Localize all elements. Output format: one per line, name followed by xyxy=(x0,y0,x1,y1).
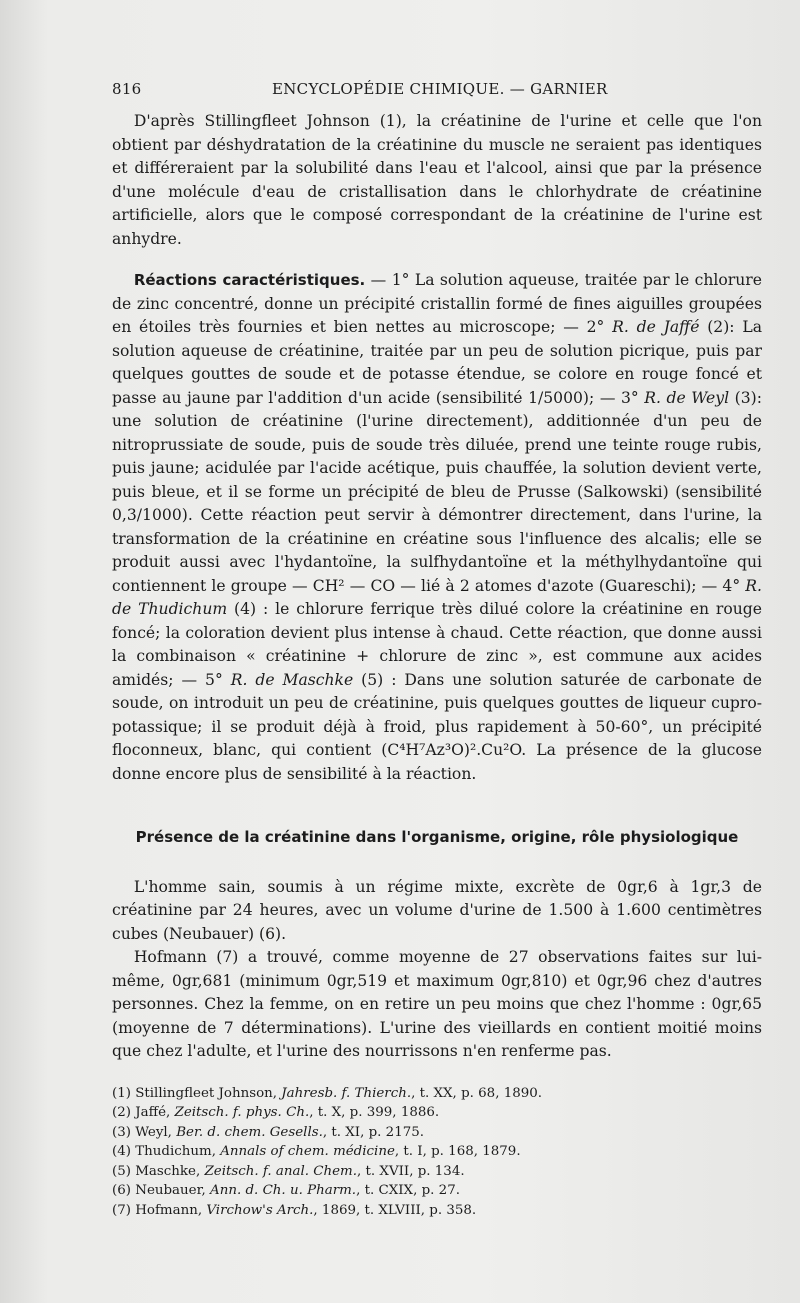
paragraph-reactions: Réactions caractéristiques. — 1° La solution aqueuse, traitée par le chlorure de zinc concentré, donne un précipité cristallin formé de fines aiguilles groupées en étoiles très fournies et bien nettes au microscope; — 2° R. de Jaffé (2): La solution aqueuse de créatinine, traitée par un peu de solution picrique, puis par quelques gouttes de soude et de potasse étendue, se colore en rouge foncé et passe au jaune par l'addition d'un acide (sensibilité 1/5000); — 3° R. de Weyl (3): une solution de créatinine (l'urine directement), additionnée d'un peu de nitroprussiate de soude, puis de soude très diluée, prend une teinte rouge rubis, puis jaune; acidulée par l'acide acétique, puis chauffée, la solution devient verte, puis bleue, et il se forme un précipité de bleu de Prusse (Salkowski) (sensibilité 0,3/1000). Cette réaction peut servir à démontrer directement, dans l'urine, la transformation de la créatinine en créatine sous l'influence des alcalis; elle se produit aussi avec l'hydantoïne, la sulfhydantoïne et la méthylhydantoïne qui contiennent le groupe — CH² — CO — lié à 2 atomes d'azote (Guareschi); — 4° R. de Thudichum (4) : le chlorure ferrique très dilué colore la créatinine en rouge foncé; la coloration devient plus intense à chaud. Cette réaction, que donne aussi la combinaison « créatinine + chlorure de zinc », est commune aux acides amidés; — 5° R. de Maschke (5) : Dans une solution saturée de carbonate de soude, on introduit un peu de créatinine, puis quelques gouttes de liqueur cupro-potassique; il se produit déjà à froid, plus rapidement à 50-60°, un précipité floconneux, blanc, qui contient (C⁴H⁷Az³O)².Cu²O. La présence de la glucose donne encore plus de sensibilité à la réaction. xyxy=(112,271,762,783)
paragraph-johnson: D'après Stillingfleet Johnson (1), la créatinine de l'urine et celle que l'on obtient par déshydratation de la créatinine du muscle ne seraient pas identiques et différeraient par la solubilité dans l'eau et l'alcool, ainsi que par la présence d'une molécule d'eau de cristallisation dans le chlorhydrate de créatinine artificielle, alors que le composé correspondant de la créatinine de l'urine est anhydre. xyxy=(112,112,762,248)
footnote: (6) Neubauer, Ann. d. Ch. u. Pharm., t. CXIX, p. 27. xyxy=(112,1183,460,1198)
body-text xyxy=(112,110,762,1220)
footnote: (2) Jaffé, Zeitsch. f. phys. Ch., t. X, p. 399, 1886. xyxy=(112,1105,440,1120)
section-title: Présence de la créatinine dans l'organisme, origine, rôle physiologique xyxy=(135,828,739,846)
footnotes xyxy=(112,1084,762,1221)
footnote: (7) Hofmann, Virchow's Arch., 1869, t. XLVIII, p. 358. xyxy=(112,1202,477,1218)
footnote: (3) Weyl, Ber. d. chem. Gesells., t. XI, p. 2175. xyxy=(112,1124,425,1140)
footnote: (4) Thudichum, Annals of chem. médicine, t. I, p. 168, 1879. xyxy=(112,1144,521,1159)
page-header xyxy=(112,80,752,104)
paragraph-excretion: L'homme sain, soumis à un régime mixte, excrète de 0gr,6 à 1gr,3 de créatinine par 24 heures, avec un volume d'urine de 1.500 à 1.600 centimètres cubes (Neubauer) (6). xyxy=(112,877,762,943)
running-title: ENCYCLOPÉDIE CHIMIQUE. — GARNIER xyxy=(272,80,608,98)
reactions-heading: Réactions caractéristiques. xyxy=(133,271,366,289)
page-number: 816 xyxy=(112,80,142,98)
footnote: (1) Stillingfleet Johnson, Jahresb. f. Thierch., t. XX, p. 68, 1890. xyxy=(112,1085,543,1101)
footnote: (5) Maschke, Zeitsch. f. anal. Chem., t. XVII, p. 134. xyxy=(112,1163,465,1179)
paragraph-hofmann: Hofmann (7) a trouvé, comme moyenne de 27 observations faites sur lui-même, 0gr,681 (minimum 0gr,519 et maximum 0gr,810) et 0gr,96 chez d'autres personnes. Chez la femme, on en retire un peu moins que chez l'homme : 0gr,65 (moyenne de 7 déterminations). L'urine des vieillards en contient moitié moins que chez l'adulte, et l'urine des nourrissons n'en renferme pas. xyxy=(112,948,762,1060)
